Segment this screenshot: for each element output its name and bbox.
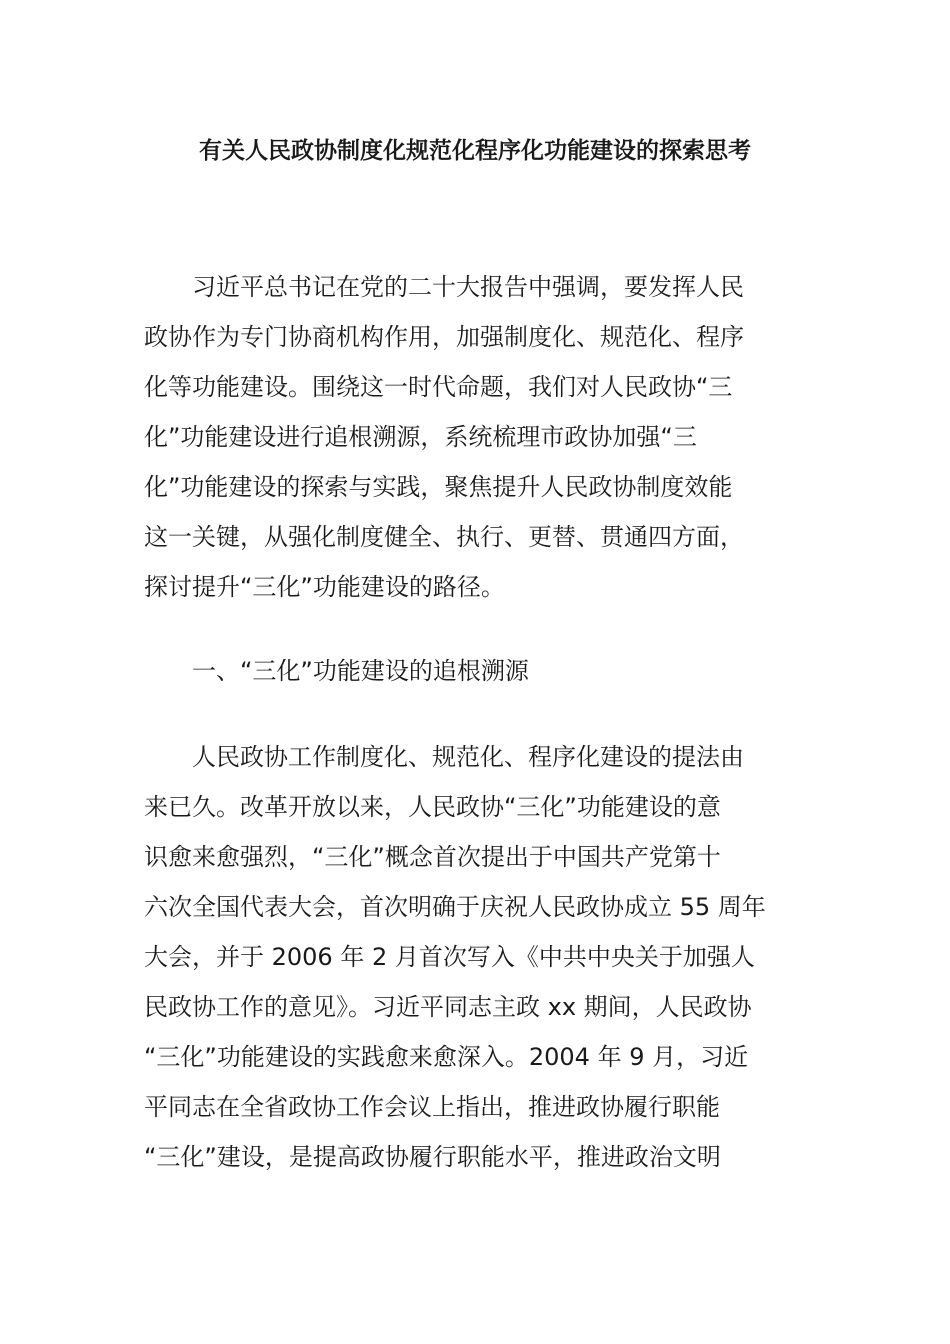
paragraph-1-line-4: 化”功能建设进行追根溯源，系统梳理市政协加强“三 — [144, 423, 697, 451]
paragraph-2-line-3: 识愈来愈强烈，“三化”概念首次提出于中国共产党第十 — [144, 843, 721, 871]
paragraph-2-line-1: 人民政协工作制度化、规范化、程序化建设的提法由 — [144, 743, 744, 771]
paragraph-2-line-5: 大会，并于 2006 年 2 月首次写入《中共中央关于加强人 — [144, 943, 755, 971]
paragraph-1-line-3: 化等功能建设。围绕这一时代命题，我们对人民政协“三 — [144, 373, 733, 401]
paragraph-2-line-4: 六次全国代表大会，首次明确于庆祝人民政协成立 55 周年 — [144, 893, 766, 921]
paragraph-2-line-8: 平同志在全省政协工作会议上指出，推进政协履行职能 — [144, 1093, 720, 1121]
paragraph-1-line-2: 政协作为专门协商机构作用，加强制度化、规范化、程序 — [144, 323, 744, 351]
paragraph-1-line-7: 探讨提升“三化”功能建设的路径。 — [144, 573, 505, 601]
paragraph-2-line-9: “三化”建设，是提高政协履行职能水平，推进政治文明 — [144, 1143, 721, 1171]
paragraph-2-line-2: 来已久。改革开放以来，人民政协“三化”功能建设的意 — [144, 793, 721, 821]
section-1-heading: 一、“三化”功能建设的追根溯源 — [144, 657, 529, 685]
paragraph-1-line-6: 这一关键，从强化制度健全、执行、更替、贯通四方面， — [144, 523, 744, 551]
paragraph-2-line-6: 民政协工作的意见》。习近平同志主政 xx 期间，人民政协 — [144, 993, 752, 1021]
paragraph-1-line-1: 习近平总书记在党的二十大报告中强调，要发挥人民 — [144, 273, 744, 301]
paragraph-2-line-7: “三化”功能建设的实践愈来愈深入。2004 年 9 月，习近 — [144, 1043, 749, 1071]
paragraph-1-line-5: 化”功能建设的探索与实践，聚焦提升人民政协制度效能 — [144, 473, 733, 501]
document-title: 有关人民政协制度化规范化程序化功能建设的探索思考 — [199, 138, 751, 164]
